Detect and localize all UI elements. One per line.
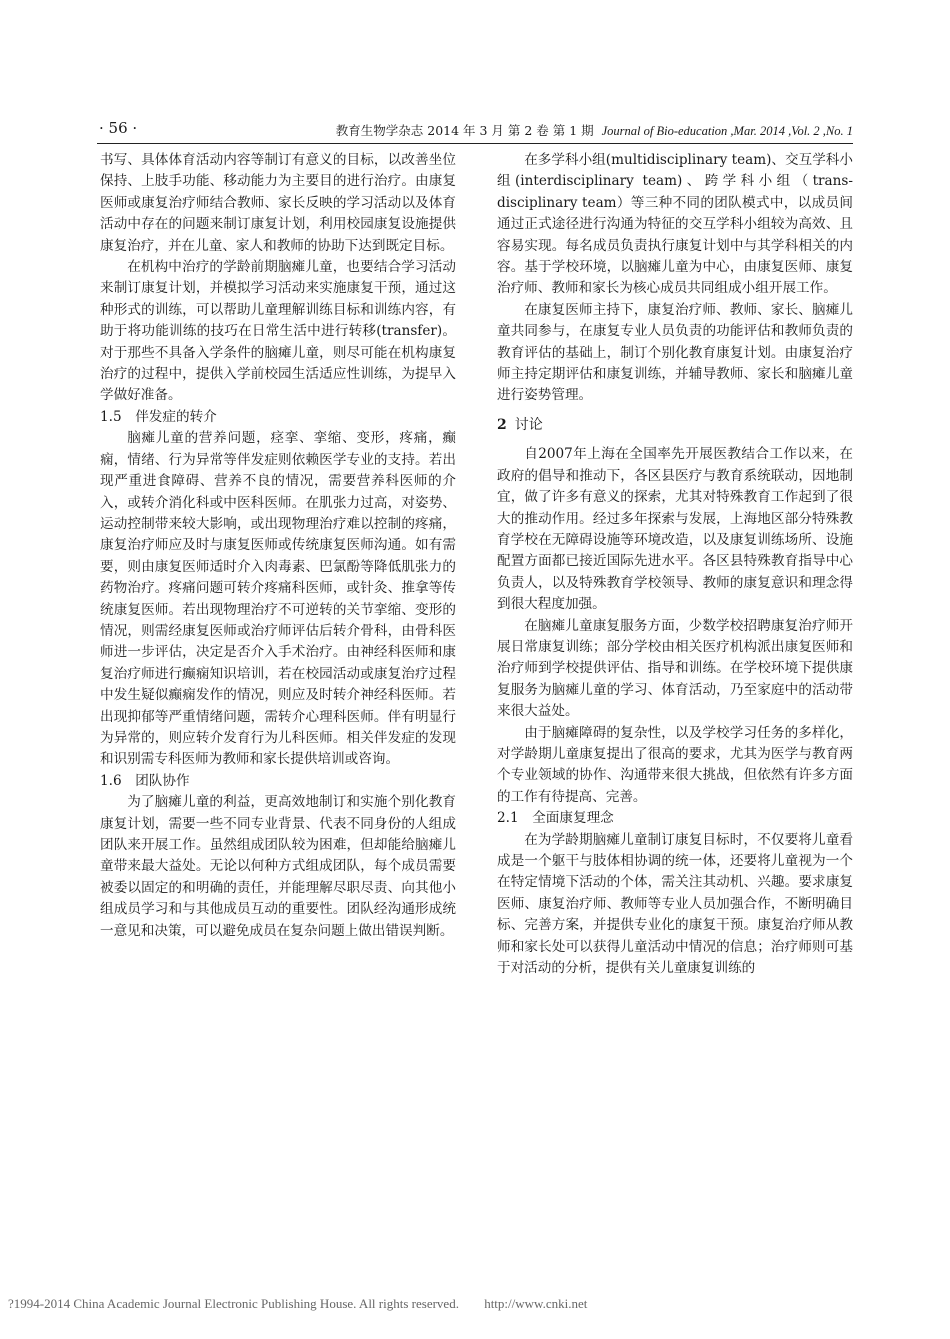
paragraph: 自2007年上海在全国率先开展医教结合工作以来，在政府的倡导和推动下，各区县医疗与教育系统联动，因地制宜，做了许多有意义的探索，尤其对特殊教育工作起到了很大的推动作用。经过多年探索与发展，上海地区部分特殊教育学校在无障碍设施等环境改造，以及康复训练场所、设施配置方面都已接近国际先进水平。各区县特殊教育指导中心负责人，以及特殊教育学校领导、教师的康复意识和理念得到很大程度加强。 — [497, 446, 853, 613]
left-column — [100, 150, 456, 942]
journal-title-cn: 教育生物学杂志 2014 年 3 月 第 2 卷 第 1 期 — [335, 123, 594, 138]
page-footer — [8, 1296, 938, 1312]
section-number: 2 — [497, 416, 507, 433]
header-rule — [97, 143, 853, 144]
running-header — [97, 115, 853, 141]
paragraph: 在多学科小组(multidisciplinary team)、交互学科小组(interdisciplinary team)、跨学科小组（trans-disciplinary team）等三种不同的团队模式中，以成员间通过正式途径进行沟通为特征的交互学科小组较为高效、且容易实现。每名成员负责执行康复计划中与其学科相关的内容。基于学校环境，以脑瘫儿童为中心，由康复医师、康复治疗师、教师和家长为核心成员共同组成小组开展工作。 — [497, 152, 853, 297]
paragraph: 在脑瘫儿童康复服务方面，少数学校招聘康复治疗师开展日常康复训练；部分学校由相关医疗机构派出康复医师和治疗师到学校提供评估、指导和训练。在学校环境下提供康复服务为脑瘫儿童的学习、体育活动，乃至家庭中的活动带来很大益处。 — [497, 617, 853, 720]
paragraph: 书写、具体体育活动内容等制订有意义的目标，以改善坐位保持、上肢手功能、移动能力为主要目的进行治疗。由康复医师或康复治疗师结合教师、家长反映的学习活动以及体育活动中存在的问题来制订康复计划，利用校园康复设施提供康复治疗，并在儿童、家人和教师的协助下达到既定目标。 — [100, 152, 456, 254]
section-heading-2-1: 2.1 全面康复理念 — [497, 810, 614, 827]
copyright-notice: ?1994-2014 China Academic Journal Electronic Publishing House. All rights reserved. — [8, 1296, 459, 1311]
paragraph: 在机构中治疗的学龄前期脑瘫儿童，也要结合学习活动来制订康复计划，并模拟学习活动来实施康复干预，通过这种形式的训练，可以帮助儿童理解训练目标和训练内容，有助于将功能训练的技巧在日常生活中进行转移(transfer)。对于那些不具备入学条件的脑瘫儿童，则尽可能在机构康复治疗的过程中，提供入学前校园生活适应性训练，为提早入学做好准备。 — [100, 259, 456, 404]
section-heading-1-6: 1.6 团队协作 — [100, 772, 190, 789]
right-column — [497, 150, 853, 979]
page-number: · 56 · — [99, 119, 138, 137]
paragraph: 在为学龄期脑瘫儿童制订康复目标时，不仅要将儿童看成是一个躯干与肢体相协调的统一体，还要将儿童视为一个在特定情境下活动的个体，需关注其动机、兴趣。要求康复医师、康复治疗师、教师等专业人员加强合作，不断明确目标、完善方案，并提供专业化的康复干预。康复治疗师从教师和家长处可以获得儿童活动中情况的信息；治疗师则可基于对活动的分析，提供有关儿童康复训练的 — [497, 831, 853, 977]
section-title: 讨论 — [514, 416, 543, 433]
paragraph: 为了脑瘫儿童的利益，更高效地制订和实施个别化教育康复计划，需要一些不同专业背景、代表不同身份的人组成团队来开展工作。虽然组成团队较为困难，但却能给脑瘫儿童带来最大益处。无论以何种方式组成团队，每个成员需要被委以固定的和明确的责任，并能理解尽职尽责、向其他小组成员学习和与其他成员互动的重要性。团队经沟通形成统一意见和决策，可以避免成员在复杂问题上做出错误判断。 — [100, 794, 456, 939]
journal-citation — [336, 121, 853, 139]
footer-url: http://www.cnki.net — [484, 1296, 588, 1311]
section-heading-1-5: 1.5 伴发症的转介 — [100, 408, 217, 425]
section-heading-2 — [497, 415, 853, 436]
paragraph: 由于脑瘫障碍的复杂性，以及学校学习任务的多样化，对学龄期儿童康复提出了很高的要求，尤其为医学与教育两个专业领域的协作、沟通带来很大挑战，但依然有许多方面的工作有待提高、完善。 — [497, 724, 853, 805]
paragraph: 脑瘫儿童的营养问题，痉挛、挛缩、变形，疼痛，癫痫，情绪、行为异常等伴发症则依赖医学专业的支持。若出现严重进食障碍、营养不良的情况，需要营养科医师的介入，或转介消化科或中医科医师。在肌张力过高，对姿势、运动控制带来较大影响，或出现物理治疗难以控制的疼痛，康复治疗师应及时与康复医师或传统康复医师沟通。如有需要，则由康复医师适时介入肉毒素、巴氯酚等降低肌张力的药物治疗。疼痛问题可转介疼痛科医师，或针灸、推拿等传统康复医师。若出现物理治疗不可逆转的关节挛缩、变形的情况，则需经康复医师或治疗师评估后转介骨科，由骨科医师进一步评估，决定是否介入手术治疗。由神经科医师和康复治疗师进行癫痫知识培训，若在校园活动或康复治疗过程中发生疑似癫痫发作的情况，则应及时转介神经科医师。若出现抑郁等严重情绪问题，需转介心理科医师。伴有明显行为异常的，则应转介发育行为儿科医师。相关伴发症的发现和识别需专科医师为教师和家长提供培训或咨询。 — [100, 430, 456, 768]
paragraph: 在康复医师主持下，康复治疗师、教师、家长、脑瘫儿童共同参与，在康复专业人员负责的功能评估和教师负责的教育评估的基础上，制订个别化教育康复计划。由康复治疗师主持定期评估和康复训练，并辅导教师、家长和脑瘫儿童进行姿势管理。 — [497, 301, 853, 404]
journal-title-en: Journal of Bio-education ,Mar. 2014 ,Vol. 2 ,No. 1 — [601, 124, 853, 138]
